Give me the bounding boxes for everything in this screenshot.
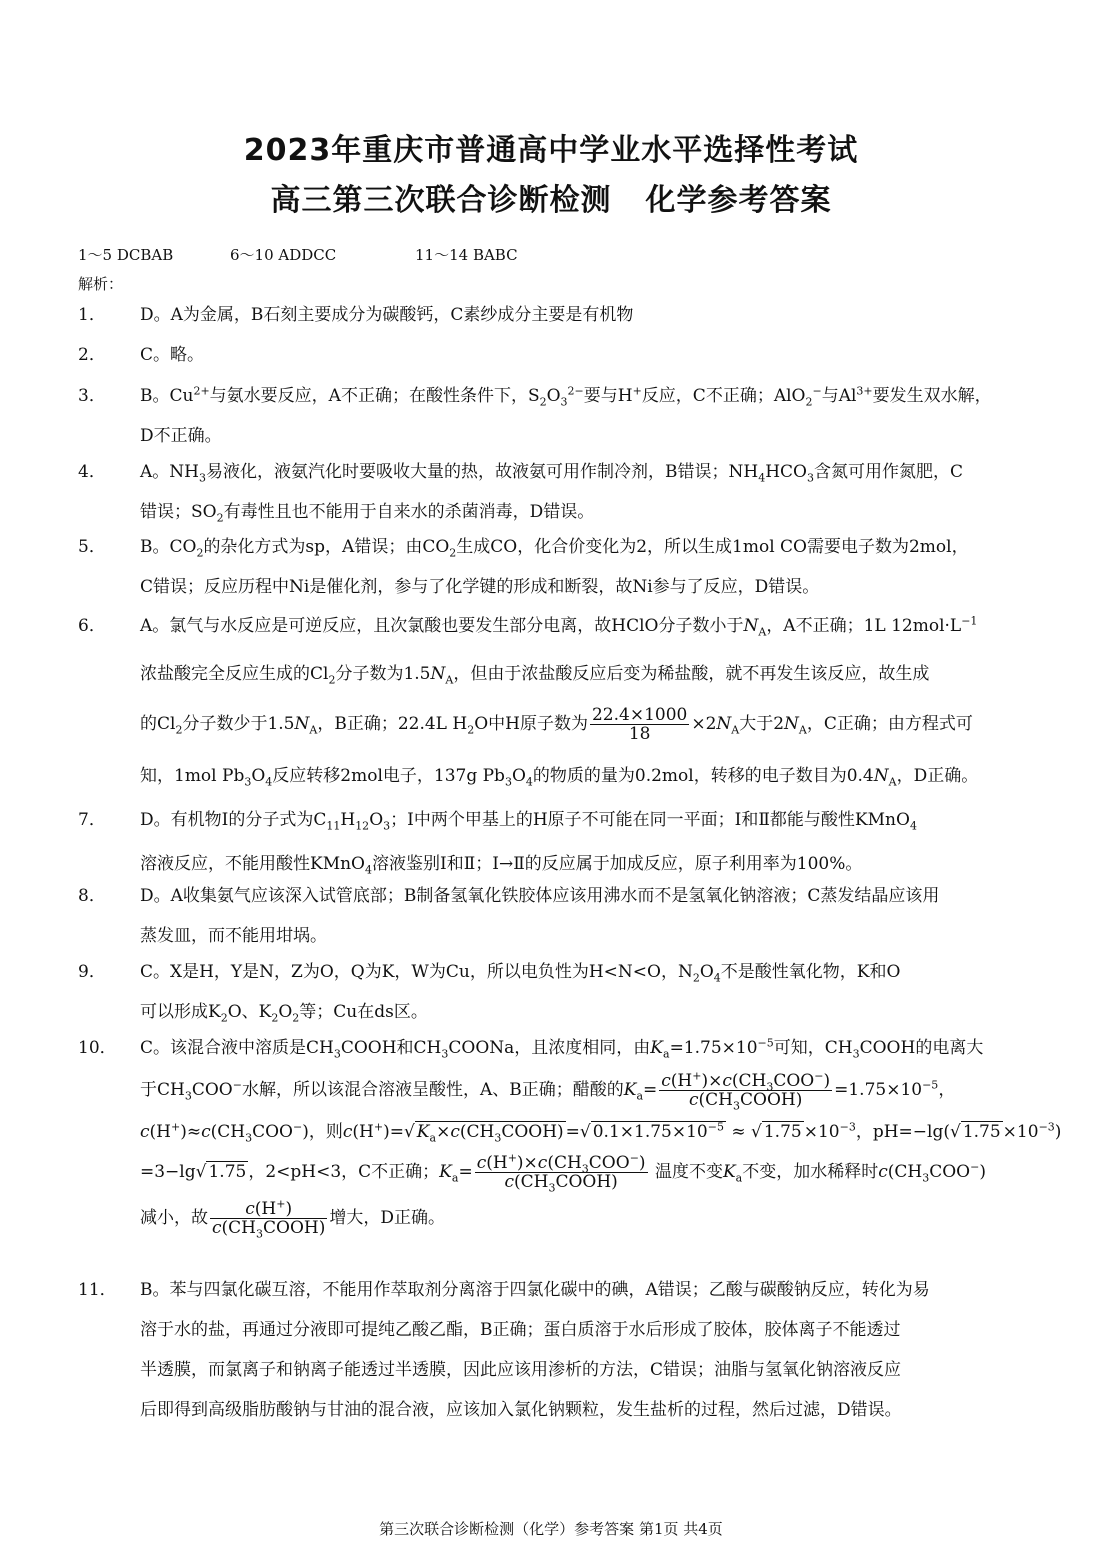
page-footer: 第三次联合诊断检测（化学）参考答案 第1页 共4页 (379, 1520, 723, 1538)
analysis-item-3 (78, 376, 1033, 456)
item-number: 5． (78, 537, 106, 557)
item-number: 9． (78, 962, 106, 982)
item-text: D。有机物Ⅰ的分子式为$C_{11}H_{12}O_3$；Ⅰ中两个甲基上的H原子不可能在同一平面；Ⅰ和Ⅱ都能与酸性KMnO$_4$ (140, 810, 917, 833)
analysis-item-5 (78, 527, 1033, 607)
item-text: C。该混合液中溶质是$CH_3COOH$和$CH_3COONa$，且浓度相同，由$K_a=1.75\times 10^{-5}$可知，$CH_3COOH$的电离大 (140, 1036, 984, 1061)
item-text: A。$NH_3$易液化，液氨汽化时要吸收大量的热，故液氨可用作制冷剂，B错误；$NH_4HCO_3$含氮可用作氮肥，C (140, 462, 963, 485)
answers-11-14: 11～14 BABC (415, 246, 518, 264)
item-number: 8． (78, 886, 106, 906)
subtitle-right: 化学参考答案 (645, 183, 832, 218)
item-text-cont: 蒸发皿，而不能用坩埚。 (140, 926, 327, 946)
analysis-item-2 (78, 335, 1033, 375)
analysis-item-1 (78, 295, 1033, 335)
item-text-cont: 后即得到高级脂肪酸钠与甘油的混合液，应该加入氯化钠颗粒，发生盐析的过程，然后过滤，D错误。 (140, 1400, 902, 1420)
item-text: A。氯气与水反应是可逆反应，且次氯酸也要发生部分电离，故HClO分子数小于$N_A$，A不正确；1L $12mol\cdot L^{-1}$ (140, 614, 978, 639)
fraction: $\frac{c(H^+)}{c(CH_3COOH)}$ (212, 1197, 326, 1241)
item-text-cont: $c(H^+)\approx c(CH_3COO^-)$，则c(H+)=√ $K_a\times c(CH_3COOH)$ =√ $0.1\times 1.75\times 10^{-5}$ ≈ √ $1.75 \times 10^{-3}$，pH=−lg(√ $1.75 \times 10^{-3}$) (140, 1120, 1062, 1145)
item-number: 10． (78, 1038, 117, 1058)
answers-1-5: 1～5 DCBAB (78, 246, 174, 264)
fraction: $\frac{22.4\times 1000}{18}$ (591, 705, 688, 744)
item-text: C。略。 (140, 345, 205, 365)
item-number: 1． (78, 305, 106, 325)
item-text: C。X是H，Y是N，Z为O，Q为K，W为Cu，所以电负性为H<N<O，$N_2O_4$不是酸性氧化物，K和O (140, 962, 901, 985)
item-text: B。苯与四氯化碳互溶，不能用作萃取剂分离溶于四氯化碳中的碘，A错误；乙酸与碳酸钠反应，转化为易 (140, 1280, 930, 1300)
item-text: B。$Cu^{2+}$与氨水要反应，A不正确；在酸性条件下，$S_2O_3^{2-}$要与H+反应，C不正确；AlO$_2$−与$Al^{3+}$要发生双水解， (140, 384, 992, 409)
item-text: D。A收集氨气应该深入试管底部；B制备氢氧化铁胶体应该用沸水而不是氢氧化钠溶液；C蒸发结晶应该用 (140, 886, 940, 906)
item-text-cont: 减小，故 $\frac{c(H^+)}{c(CH_3COOH)}$ 增大，D正确。 (140, 1197, 445, 1241)
item-text-cont: 错误；$SO_2$有毒性且也不能用于自来水的杀菌消毒，D错误。 (140, 502, 595, 525)
item-text-cont: 半透膜，而氯离子和钠离子能透过半透膜，因此应该用渗析的方法，C错误；油脂与氢氧化钠溶液反应 (140, 1360, 902, 1380)
item-text-cont: 的$Cl_2$分子数少于$1.5N_A$，B正确；22.4L $H_2O$中H原子数为 $\frac{22.4\times 1000}{18}$ $\times 2N_A$大于$2N_A$，C正确；由方程式可 (140, 705, 973, 744)
item-text-cont: D不正确。 (140, 426, 222, 446)
analysis-item-9 (78, 952, 1033, 1032)
item-text-cont: C错误；反应历程中Ni是催化剂，参与了化学键的形成和断裂，故Ni参与了反应，D错误。 (140, 577, 820, 597)
analysis-item-4 (78, 452, 1033, 532)
analysis-item-7 (78, 800, 1033, 884)
item-number: 3． (78, 386, 106, 406)
item-text-cont: 溶于水的盐，再通过分液即可提纯乙酸乙酯，B正确；蛋白质溶于水后形成了胶体，胶体离子不能透过 (140, 1320, 901, 1340)
item-text-cont: 溶液反应，不能用酸性KMnO$_4$溶液鉴别Ⅰ和Ⅱ；Ⅰ→Ⅱ的反应属于加成反应，原子利用率为100%。 (140, 854, 863, 877)
fraction: $\frac{c(H^+)\times c(CH_3COO^-)}{c(CH_3COOH)}$ (476, 1151, 646, 1195)
item-number: 6． (78, 616, 106, 636)
item-text-cont: 于$CH_3COO^-$水解，所以该混合溶液呈酸性，A、B正确；醋酸的$K_a=$ $\frac{c(H^+)\times c(CH_3COO^-)}{c(CH_3COOH)}$ $=1.75\times 10^{-5}$， (140, 1069, 956, 1113)
exam-subtitle (0, 175, 1102, 219)
analysis-heading: 解析： (78, 275, 124, 293)
analysis-item-10 (78, 1028, 1062, 1241)
analysis-item-8 (78, 876, 1033, 956)
item-text: D。A为金属，B石刻主要成分为碳酸钙，C素纱成分主要是有机物 (140, 305, 634, 325)
item-number: 11． (78, 1280, 117, 1300)
exam-title: 2023年重庆市普通高中学业水平选择性考试 (243, 133, 859, 168)
analysis-item-6 (78, 606, 1033, 796)
item-text: B。$CO_2$的杂化方式为sp，A错误；由$CO_2$生成CO，化合价变化为2，所以生成1mol CO需要电子数为2mol， (140, 537, 969, 560)
item-number: 7． (78, 810, 106, 830)
item-number: 2． (78, 345, 106, 365)
item-text-cont: 可以形成$K_2O$、$K_2O_2$等；Cu在ds区。 (140, 1002, 428, 1025)
subtitle-left: 高三第三次联合诊断检测 (270, 183, 612, 218)
item-text-cont: 知，1mol $Pb_3O_4$反应转移2mol电子，137g $Pb_3O_4$的物质的量为0.2mol，转移的电子数目为$0.4N_A$，D正确。 (140, 766, 979, 789)
answers-6-10: 6～10 ADDCC (230, 246, 337, 264)
item-number: 4． (78, 462, 106, 482)
item-text-cont: =3−lg√ 1.75 ，2<pH<3，C不正确；$K_a=$ $\frac{c(H^+)\times c(CH_3COO^-)}{c(CH_3COOH)}$ 温度不变$K_a$不变，加水稀释时$c(CH_3COO^-)$ (140, 1151, 986, 1195)
fraction: $\frac{c(H^+)\times c(CH_3COO^-)}{c(CH_3COOH)}$ (661, 1069, 831, 1113)
choice-answers (78, 244, 518, 265)
item-text-cont: 浓盐酸完全反应生成的$Cl_2$分子数为$1.5N_A$，但由于浓盐酸反应后变为稀盐酸，就不再发生该反应，故生成 (140, 664, 930, 687)
analysis-item-11 (78, 1270, 1033, 1430)
